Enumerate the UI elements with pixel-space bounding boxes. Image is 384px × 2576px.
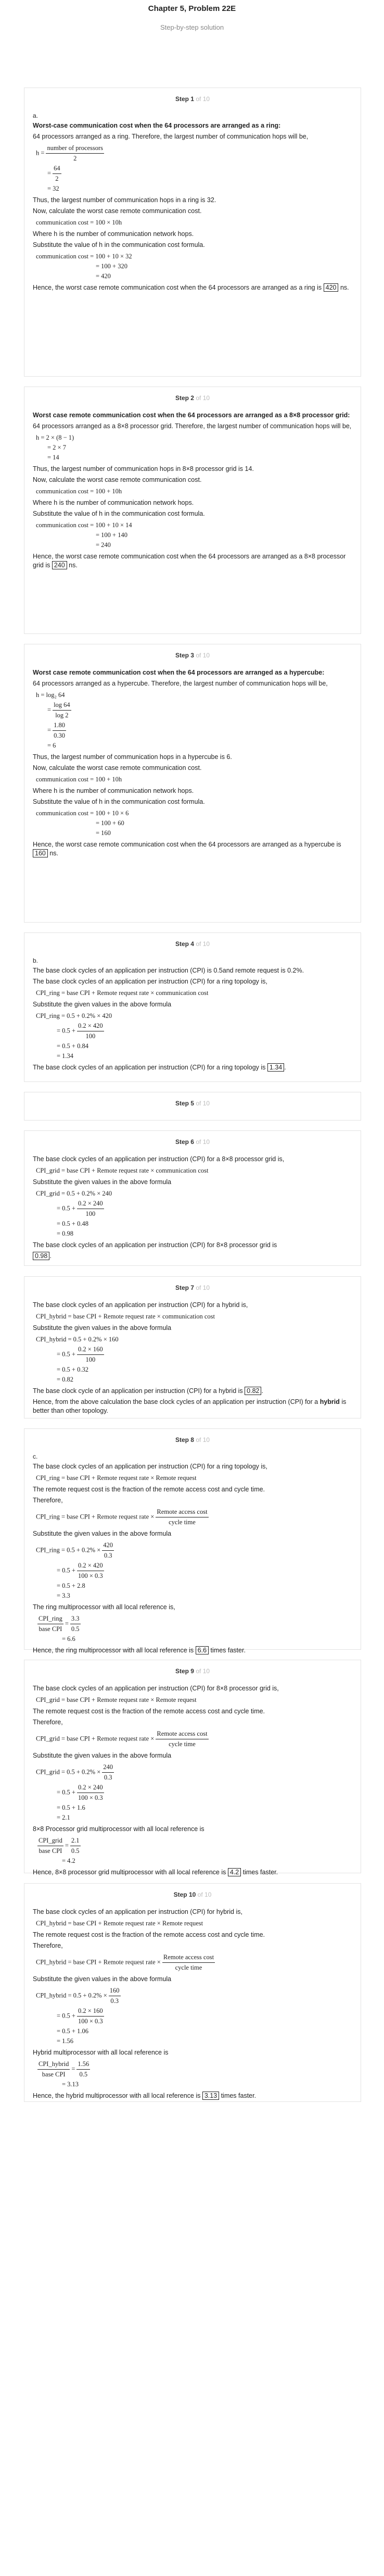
step-total: 10 <box>202 652 210 659</box>
text: Substitute the given values in the above formula <box>33 1324 172 1331</box>
text: Substitute the given values in the above formula <box>33 1975 172 1983</box>
step-card-9 <box>24 1660 361 1876</box>
of-label: of <box>196 652 201 659</box>
fraction <box>109 1986 121 2006</box>
of-label: of <box>196 95 201 103</box>
page-subtitle: Step-by-step solution <box>160 23 224 31</box>
equation-speedup <box>36 1614 352 1644</box>
step-card-8 <box>24 1428 361 1654</box>
denominator: 0.3 <box>104 1552 112 1559</box>
numerator: 0.2 × 420 <box>77 1561 104 1571</box>
step-label: Step <box>175 1138 189 1146</box>
eq-line: = 6 <box>47 742 56 749</box>
part-label: c. <box>33 1453 38 1460</box>
numerator: Remote access cost <box>156 1507 208 1517</box>
numerator: 1.56 <box>76 2059 90 2070</box>
eq-text: CPI_hybrid = base CPI + Remote request rate × <box>36 1958 161 1966</box>
of-label: of <box>196 1284 201 1291</box>
eq-line: communication cost = 100 + 10 × 6 <box>36 810 129 817</box>
conclusion-text: The base clock cycles of an application per instruction (CPI) for a ring topology is <box>33 1064 266 1071</box>
fraction <box>77 1199 104 1219</box>
text: Substitute the value of h in the communication cost formula. <box>33 510 205 517</box>
step-card-5 <box>24 1092 361 1121</box>
text: Now, calculate the worst case remote communication cost. <box>33 764 202 771</box>
text: Where h is the number of communication network hops. <box>33 787 194 794</box>
eq-line: h = 2 × (8 − 1) <box>36 434 74 441</box>
denominator: 100 × 0.3 <box>78 2018 103 2025</box>
conclusion-text: Hence, the worst case remote communication cost when the 64 processors are arranged as a 8×8 processor grid is <box>33 553 346 569</box>
step-number: 8 <box>190 1436 194 1443</box>
step-number: 4 <box>190 940 194 948</box>
conclusion-text: Hence, the worst case remote communication cost when the 64 processors are arranged as a hypercube is <box>33 841 341 848</box>
text <box>33 1063 352 1072</box>
eq-line: = 32 <box>47 185 59 192</box>
fraction <box>77 1345 104 1365</box>
numerator: Remote access cost <box>156 1729 208 1739</box>
equation-cpi-calc <box>36 1189 352 1239</box>
of-label: of <box>196 1100 201 1107</box>
eq-line: = 3.13 <box>62 2081 79 2088</box>
eq-line: = 0.5 + 2.8 <box>57 1582 85 1589</box>
equation-cpi: CPI_grid = base CPI + Remote request rate × communication cost <box>36 1167 209 1174</box>
denominator: 100 × 0.3 <box>78 1794 103 1801</box>
eq-line: CPI_ring = 0.5 + 0.2% × 420 <box>36 1012 112 1019</box>
eq-line: communication cost = 100 + 10 × 14 <box>36 521 132 529</box>
fraction <box>46 143 104 164</box>
text <box>33 1252 352 1261</box>
denominator: 100 × 0.3 <box>78 1572 103 1579</box>
fraction <box>53 700 71 720</box>
eq-line: = 100 + 60 <box>96 819 124 827</box>
equation-speedup <box>36 1836 352 1866</box>
tail: times faster. <box>242 1869 278 1876</box>
denominator: 0.5 <box>71 1847 80 1855</box>
numerator: CPI_ring <box>37 1614 63 1624</box>
step-total: 10 <box>204 1891 212 1898</box>
equation-hops <box>36 143 352 194</box>
numerator: 0.2 × 420 <box>77 1021 104 1031</box>
step-heading <box>33 940 352 948</box>
numerator: CPI_grid <box>37 1836 63 1846</box>
equation-cpi-general <box>36 1952 352 1973</box>
text <box>33 1387 352 1396</box>
text: The remote request cost is the fraction of the remote access cost and cycle time. <box>33 1708 265 1715</box>
tail: times faster. <box>221 2092 257 2099</box>
step-total: 10 <box>202 1667 210 1675</box>
equation-cpi: CPI_ring = base CPI + Remote request rate × Remote request <box>36 1474 197 1482</box>
eq-text: CPI_ring = 0.5 + 0.2% × <box>36 1546 101 1554</box>
answer-box: 420 <box>324 283 339 292</box>
text: 8×8 Processor grid multiprocessor with all local reference is <box>33 1825 204 1833</box>
numerator: CPI_hybrid <box>37 2059 70 2070</box>
text: The base clock cycles of an application per instruction (CPI) for hybrid is, <box>33 1908 242 1915</box>
text: Substitute the given values in the above formula <box>33 1530 172 1537</box>
text: The ring multiprocessor with all local reference is, <box>33 1603 175 1611</box>
conclusion-text: Hence, the worst case remote communication cost when the 64 processors are arranged as a ring is <box>33 284 322 291</box>
eq-text: = 0.5 + <box>57 1788 75 1796</box>
fraction <box>156 1729 208 1749</box>
equation-cpi: CPI_hybrid = base CPI + Remote request rate × Remote request <box>36 1920 203 1927</box>
equation-cpi: CPI_ring = base CPI + Remote request rate × communication cost <box>36 989 209 997</box>
fraction <box>53 164 61 184</box>
text <box>33 1646 352 1655</box>
equation-cpi-calc <box>36 1986 352 2046</box>
numerator: 420 <box>102 1540 114 1551</box>
step-heading <box>33 1100 352 1107</box>
tail: . <box>261 1387 263 1395</box>
text: 64 processors arranged as a hypercube. Therefore, the largest number of communication hops will be, <box>33 680 328 687</box>
text: Substitute the value of h in the communication cost formula. <box>33 798 205 805</box>
eq-text: = <box>47 706 52 714</box>
step-card-3 <box>24 644 361 923</box>
text: Thus, the largest number of communication hops in a hypercube is 6. <box>33 753 232 761</box>
fraction <box>53 720 66 741</box>
equation-cost-calc <box>36 520 352 550</box>
equation-cpi-general <box>36 1507 352 1527</box>
equation-hops <box>36 433 352 463</box>
denominator: 0.5 <box>79 2071 88 2078</box>
of-label: of <box>196 940 201 948</box>
text: 64 processors arranged as a ring. Therefore, the largest number of communication hops will be, <box>33 133 309 140</box>
part-label: b. <box>33 957 39 964</box>
fraction <box>70 1614 81 1634</box>
answer-box: 4.2 <box>228 1868 241 1876</box>
answer-box: 6.6 <box>196 1646 209 1654</box>
denominator: cycle time <box>175 1964 202 1971</box>
text: Therefore, <box>33 1497 63 1504</box>
eq-line: = 100 + 320 <box>96 263 127 270</box>
conclusion-text: Hence, 8×8 processor grid multiprocessor with all local reference is <box>33 1869 226 1876</box>
answer-box: 1.34 <box>267 1063 284 1072</box>
answer-box: 160 <box>33 849 48 857</box>
step-heading <box>33 1436 352 1443</box>
equation-cpi-calc <box>36 1335 352 1385</box>
eq-text: = <box>65 1841 69 1849</box>
equation-cost-calc <box>36 252 352 281</box>
text: Thus, the largest number of communication hops in a ring is 32. <box>33 196 216 204</box>
step-label: Step <box>175 652 189 659</box>
text: The remote request cost is the fraction of the remote access cost and cycle time. <box>33 1486 265 1493</box>
fraction <box>102 1540 114 1561</box>
numerator: 240 <box>102 1762 114 1773</box>
step-number: 2 <box>190 394 194 402</box>
fraction <box>76 2059 90 2080</box>
text: Substitute the value of h in the communication cost formula. <box>33 241 205 248</box>
numerator: log 64 <box>53 700 71 711</box>
numerator: 0.2 × 160 <box>77 1345 104 1355</box>
text: Substitute the given values in the above formula <box>33 1178 172 1186</box>
unit: ns. <box>69 562 78 569</box>
step-label: Step <box>175 95 189 103</box>
fraction <box>37 1614 63 1634</box>
step-heading <box>33 1667 352 1675</box>
of-label: of <box>196 1138 201 1146</box>
step-number: 5 <box>190 1100 194 1107</box>
step-card-2 <box>24 387 361 634</box>
step-heading <box>33 652 352 659</box>
eq-text: CPI_grid = base CPI + Remote request rate × <box>36 1735 155 1743</box>
step-card-1 <box>24 88 361 377</box>
eq-line: = 2.1 <box>57 1814 70 1821</box>
text: The base clock cycles of an application per instruction (CPI) for a ring topology is, <box>33 978 267 985</box>
eq-text: = 0.5 + <box>57 2012 75 2020</box>
step-heading <box>33 1284 352 1291</box>
step-heading <box>33 1891 352 1898</box>
denominator: 0.30 <box>54 732 65 739</box>
step-total: 10 <box>202 1100 210 1107</box>
conclusion-text: The base clock cycle of an application per instruction (CPI) for a hybrid is <box>33 1387 243 1395</box>
eq-line: = 14 <box>47 454 59 461</box>
denominator: 0.5 <box>71 1625 80 1633</box>
eq-text: = <box>65 1620 69 1627</box>
text <box>33 283 352 292</box>
eq-text: = 0.5 + <box>57 1566 75 1574</box>
equation-cpi-calc <box>36 1762 352 1823</box>
of-label: of <box>196 1667 201 1675</box>
tail: . <box>49 1252 52 1260</box>
text: Thus, the largest number of communication hops in 8×8 processor grid is 14. <box>33 465 254 472</box>
eq-text: = <box>47 169 52 177</box>
eq-text: CPI_hybrid = 0.5 + 0.2% × <box>36 1992 107 1999</box>
eq-line: = 0.5 + 0.32 <box>57 1366 88 1373</box>
text <box>33 2092 352 2100</box>
step-label: Step <box>175 394 189 402</box>
answer-box: 3.13 <box>202 2092 219 2100</box>
denominator: 0.3 <box>104 1774 112 1781</box>
denominator: 100 <box>85 1210 96 1217</box>
equation-hops <box>36 690 352 751</box>
equation-cost: communication cost = 100 + 10h <box>36 488 122 495</box>
eq-text: = 0.5 + <box>57 1027 75 1035</box>
denominator: 100 <box>85 1032 96 1040</box>
fraction <box>162 1952 215 1973</box>
eq-text: = <box>47 726 52 734</box>
numerator: 0.2 × 240 <box>77 1783 104 1793</box>
conclusion-text: Hence, the hybrid multiprocessor with all local reference is <box>33 2092 201 2099</box>
text: Now, calculate the worst case remote communication cost. <box>33 476 202 483</box>
step-heading <box>33 95 352 103</box>
step-label: Step <box>173 1891 187 1898</box>
step-total: 10 <box>202 1284 210 1291</box>
numerator: Remote access cost <box>162 1952 215 1963</box>
text: 64 processors arranged as a 8×8 processor grid. Therefore, the largest number of communication hops will be, <box>33 422 352 430</box>
page-title: Chapter 5, Problem 22E <box>148 4 236 13</box>
answer-box: 0.98 <box>33 1252 49 1260</box>
answer-box: 0.82 <box>245 1387 261 1395</box>
numerator: number of processors <box>46 143 104 154</box>
text: The base clock cycles of an application per instruction (CPI) for a hybrid is, <box>33 1301 248 1309</box>
step-number: 6 <box>190 1138 194 1146</box>
denominator: 0.3 <box>110 1997 119 2005</box>
step-total: 10 <box>202 940 210 948</box>
step-total: 10 <box>202 1138 210 1146</box>
tail: . <box>284 1064 286 1071</box>
step-total: 10 <box>202 95 210 103</box>
equation-cost-calc <box>36 808 352 838</box>
fraction <box>70 1836 81 1856</box>
step-label: Step <box>175 1284 189 1291</box>
denominator: 2 <box>55 175 59 182</box>
conclusion-text: Hence, the ring multiprocessor with all local reference is <box>33 1647 194 1654</box>
part-label: a. <box>33 112 39 119</box>
eq-line: = 240 <box>96 541 111 549</box>
text <box>33 1398 352 1415</box>
step-label: Step <box>175 1100 189 1107</box>
numerator: 2.1 <box>70 1836 81 1846</box>
numerator: 160 <box>109 1986 121 1996</box>
text <box>33 1868 352 1877</box>
step-number: 10 <box>188 1891 196 1898</box>
text: Substitute the given values in the above formula <box>33 1752 172 1759</box>
denominator: base CPI <box>39 1625 62 1633</box>
eq-line: = 0.5 + 1.06 <box>57 2027 88 2035</box>
eq-line: = 1.56 <box>57 2037 74 2045</box>
step-total: 10 <box>202 1436 210 1443</box>
text: The base clock cycles of an application per instruction (CPI) for 8×8 processor grid is <box>33 1241 277 1249</box>
eq-line: communication cost = 100 + 10 × 32 <box>36 253 132 260</box>
eq-line: = 0.5 + 0.48 <box>57 1220 88 1227</box>
denominator: base CPI <box>39 1847 62 1855</box>
equation-cost: communication cost = 100 + 10h <box>36 776 122 783</box>
text: Hybrid multiprocessor with all local reference is <box>33 2049 169 2056</box>
text: The base clock cycles of an application per instruction (CPI) is 0.5and remote request is 0.2%. <box>33 967 304 974</box>
equation-cost: communication cost = 100 × 10h <box>36 219 122 226</box>
step-heading <box>33 1138 352 1146</box>
step-number: 3 <box>190 652 194 659</box>
step-total: 10 <box>202 394 210 402</box>
fraction <box>77 1783 104 1803</box>
fraction <box>77 2006 104 2026</box>
text: The base clock cycles of an application per instruction (CPI) for a 8×8 processor grid is, <box>33 1155 285 1163</box>
unit: ns. <box>340 284 349 291</box>
step-label: Step <box>175 940 189 948</box>
fraction <box>77 1561 104 1581</box>
denominator: log 2 <box>55 712 69 719</box>
eq-line: = 4.2 <box>62 1857 75 1864</box>
eq-line: = 100 + 140 <box>96 531 127 539</box>
text: Substitute the given values in the above formula <box>33 1001 172 1008</box>
eq-line: = 1.34 <box>57 1052 74 1060</box>
equation-cpi-general <box>36 1729 352 1749</box>
eq-line: CPI_grid = 0.5 + 0.2% × 240 <box>36 1190 112 1197</box>
fraction <box>37 2059 70 2080</box>
section-heading: Worst-case communication cost when the 64 processors are arranged as a ring: <box>33 122 281 129</box>
page-header <box>0 0 384 31</box>
fraction <box>77 1021 104 1041</box>
step-number: 7 <box>190 1284 194 1291</box>
eq-text: = 0.5 + <box>57 1350 75 1358</box>
denominator: 2 <box>73 155 77 162</box>
of-label: of <box>197 1891 203 1898</box>
denominator: 100 <box>85 1356 96 1363</box>
denominator: cycle time <box>169 1519 196 1526</box>
of-label: of <box>196 1436 201 1443</box>
step-label: Step <box>175 1436 189 1443</box>
equation-cpi: CPI_hybrid = base CPI + Remote request rate × communication cost <box>36 1313 215 1320</box>
fraction <box>156 1507 208 1527</box>
eq-text: = 0.5 + <box>57 1204 75 1212</box>
eq-line: = 420 <box>96 272 111 280</box>
step-card-6 <box>24 1130 361 1266</box>
section-heading: Worst case remote communication cost when the 64 processors are arranged as a 8×8 processor grid: <box>33 412 350 419</box>
eq-line: = 0.5 + 1.6 <box>57 1804 85 1811</box>
eq-line: = 0.5 + 0.84 <box>57 1042 88 1050</box>
eq-text: CPI_ring = base CPI + Remote request rate × <box>36 1513 155 1521</box>
fraction <box>37 1836 63 1856</box>
unit: ns. <box>49 850 59 857</box>
eq-line: h = log₂ 64 <box>36 691 65 699</box>
eq-line: CPI_hybrid = 0.5 + 0.2% × 160 <box>36 1336 119 1343</box>
text: The base clock cycles of an application per instruction (CPI) for a ring topology is, <box>33 1463 267 1470</box>
numerator: 3.3 <box>70 1614 81 1624</box>
text: Now, calculate the worst case remote communication cost. <box>33 207 202 215</box>
fraction <box>102 1762 114 1783</box>
text <box>33 840 352 858</box>
text <box>33 552 352 570</box>
equation-speedup <box>36 2059 352 2089</box>
text: Therefore, <box>33 1719 63 1726</box>
numerator: 64 <box>53 164 61 174</box>
text: The remote request cost is the fraction of the remote access cost and cycle time. <box>33 1931 265 1938</box>
eq-text: h = <box>36 149 45 157</box>
eq-line: = 2 × 7 <box>47 444 66 451</box>
section-heading: Worst case remote communication cost when the 64 processors are arranged as a hypercube: <box>33 669 325 676</box>
step-number: 9 <box>190 1667 194 1675</box>
text: Where h is the number of communication network hops. <box>33 499 194 506</box>
eq-line: = 3.3 <box>57 1592 70 1599</box>
eq-line: = 0.82 <box>57 1376 74 1383</box>
eq-line: = 6.6 <box>62 1635 75 1642</box>
step-card-7 <box>24 1276 361 1418</box>
eq-text: = <box>71 2065 75 2073</box>
numerator: 0.2 × 240 <box>77 1199 104 1209</box>
tail: times faster. <box>210 1647 246 1654</box>
step-heading <box>33 394 352 402</box>
numerator: 1.80 <box>53 720 66 731</box>
text: The base clock cycles of an application per instruction (CPI) for 8×8 processor grid is, <box>33 1685 279 1692</box>
step-card-4 <box>24 932 361 1082</box>
eq-text: CPI_grid = 0.5 + 0.2% × <box>36 1768 101 1776</box>
eq-line: = 160 <box>96 829 111 837</box>
answer-box: 240 <box>52 561 67 569</box>
conclusion-text: is better than other topology. <box>33 1398 347 1414</box>
numerator: 0.2 × 160 <box>77 2006 104 2017</box>
text: Therefore, <box>33 1942 63 1949</box>
highlight-word: hybrid <box>319 1398 340 1405</box>
eq-line: = 0.98 <box>57 1230 74 1237</box>
conclusion-text: Hence, from the above calculation the base clock cycles of an application per instruction (CPI) for a <box>33 1398 318 1405</box>
step-label: Step <box>175 1667 189 1675</box>
denominator: cycle time <box>169 1740 196 1748</box>
denominator: base CPI <box>42 2071 66 2078</box>
text: Where h is the number of communication network hops. <box>33 230 194 238</box>
equation-cpi-calc <box>36 1011 352 1061</box>
of-label: of <box>196 394 201 402</box>
step-number: 1 <box>190 95 194 103</box>
equation-cpi-calc <box>36 1540 352 1601</box>
equation-cpi: CPI_grid = base CPI + Remote request rate × Remote request <box>36 1696 197 1703</box>
step-card-10 <box>24 1883 361 2102</box>
